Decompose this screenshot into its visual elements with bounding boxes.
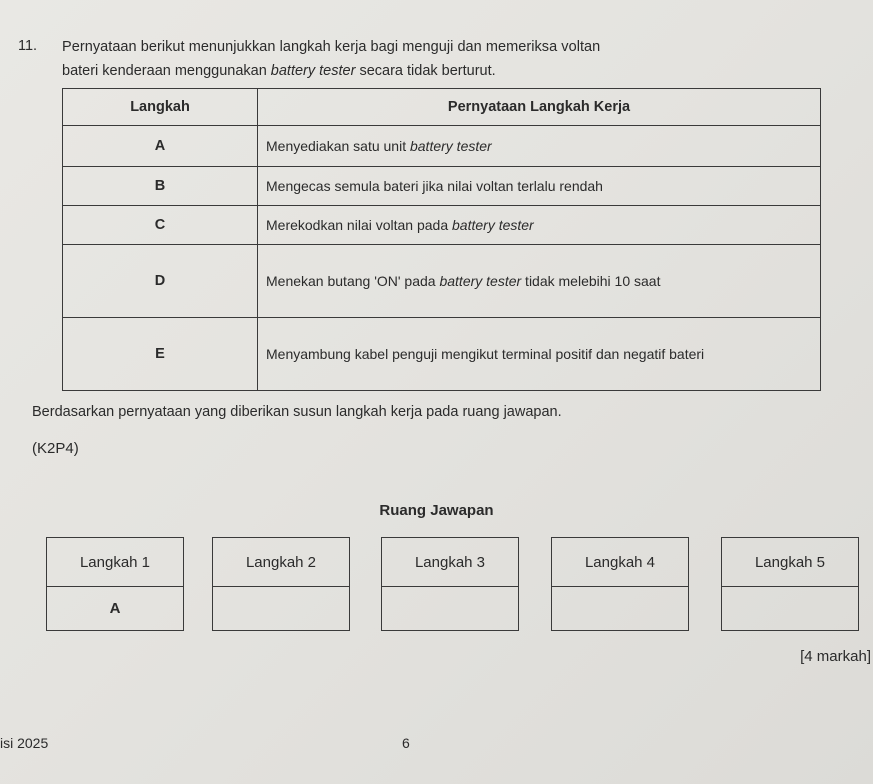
- table-row: [63, 206, 821, 245]
- answer-box-step-1: [46, 537, 184, 631]
- step-statement-cell: [258, 245, 821, 318]
- header-step: Langkah: [63, 89, 258, 126]
- statement-text: Menyediakan satu unit: [266, 138, 410, 154]
- answer-slot[interactable]: A: [109, 600, 121, 617]
- answer-slot[interactable]: [213, 587, 349, 630]
- step-key-cell: D: [63, 245, 258, 318]
- answer-box-step-5: [721, 537, 859, 631]
- question-text-prefix: bateri kenderaan menggunakan: [62, 63, 271, 79]
- question-text-line-2: [62, 62, 496, 80]
- answer-box-label: Langkah 5: [722, 538, 858, 587]
- step-statement-cell: [258, 318, 821, 391]
- answer-space-title: Ruang Jawapan: [379, 502, 494, 519]
- answer-box-label: Langkah 2: [213, 538, 349, 587]
- answer-box-label: Langkah 3: [382, 538, 518, 587]
- question-number: 11.: [18, 38, 38, 54]
- steps-table: [62, 88, 821, 391]
- statement-text: Mengecas semula bateri jika nilai voltan terlalu rendah: [266, 178, 603, 194]
- answer-box-step-2: [212, 537, 350, 631]
- footer-edition-text: isi 2025: [0, 735, 49, 751]
- step-key-cell: B: [63, 167, 258, 206]
- question-text-line-1: Pernyataan berikut menunjukkan langkah kerja bagi menguji dan memeriksa voltan: [62, 39, 601, 55]
- statement-text: tidak melebihi 10 saat: [521, 273, 661, 289]
- answer-slot[interactable]: [722, 587, 858, 630]
- table-row: [63, 245, 821, 318]
- answer-box-label: Langkah 4: [552, 538, 688, 587]
- header-statement: Pernyataan Langkah Kerja: [258, 89, 821, 126]
- step-statement-cell: [258, 126, 821, 167]
- instruction-text: Berdasarkan pernyataan yang diberikan susun langkah kerja pada ruang jawapan.: [32, 404, 562, 420]
- answer-slot[interactable]: [552, 587, 688, 630]
- statement-italic-term: battery tester: [452, 217, 534, 233]
- step-statement-cell: [258, 206, 821, 245]
- answer-box-step-3: [381, 537, 519, 631]
- table-header-row: [63, 89, 821, 126]
- question-text-italic-term: battery tester: [270, 63, 356, 79]
- answer-box-label: Langkah 1: [47, 538, 183, 587]
- step-key-cell: E: [63, 318, 258, 391]
- statement-text: Merekodkan nilai voltan pada: [266, 217, 453, 233]
- table-row: [63, 167, 821, 206]
- statement-text: Menyambung kabel penguji mengikut terminal positif dan negatif bateri: [266, 346, 705, 362]
- statement-italic-term: battery tester: [439, 273, 522, 289]
- question-text-suffix: secara tidak berturut.: [355, 63, 496, 79]
- statement-italic-term: battery tester: [409, 138, 492, 154]
- marks-allocation: [4 markah]: [800, 648, 871, 665]
- step-key-cell: C: [63, 206, 258, 245]
- construct-code: (K2P4): [32, 440, 79, 457]
- statement-text: Menekan butang 'ON' pada: [266, 273, 440, 289]
- table-row: [63, 318, 821, 391]
- page-number: 6: [402, 735, 410, 751]
- step-statement-cell: [258, 167, 821, 206]
- answer-slot[interactable]: [382, 587, 518, 630]
- answer-box-step-4: [551, 537, 689, 631]
- table-row: [63, 126, 821, 167]
- step-key-cell: A: [63, 126, 258, 167]
